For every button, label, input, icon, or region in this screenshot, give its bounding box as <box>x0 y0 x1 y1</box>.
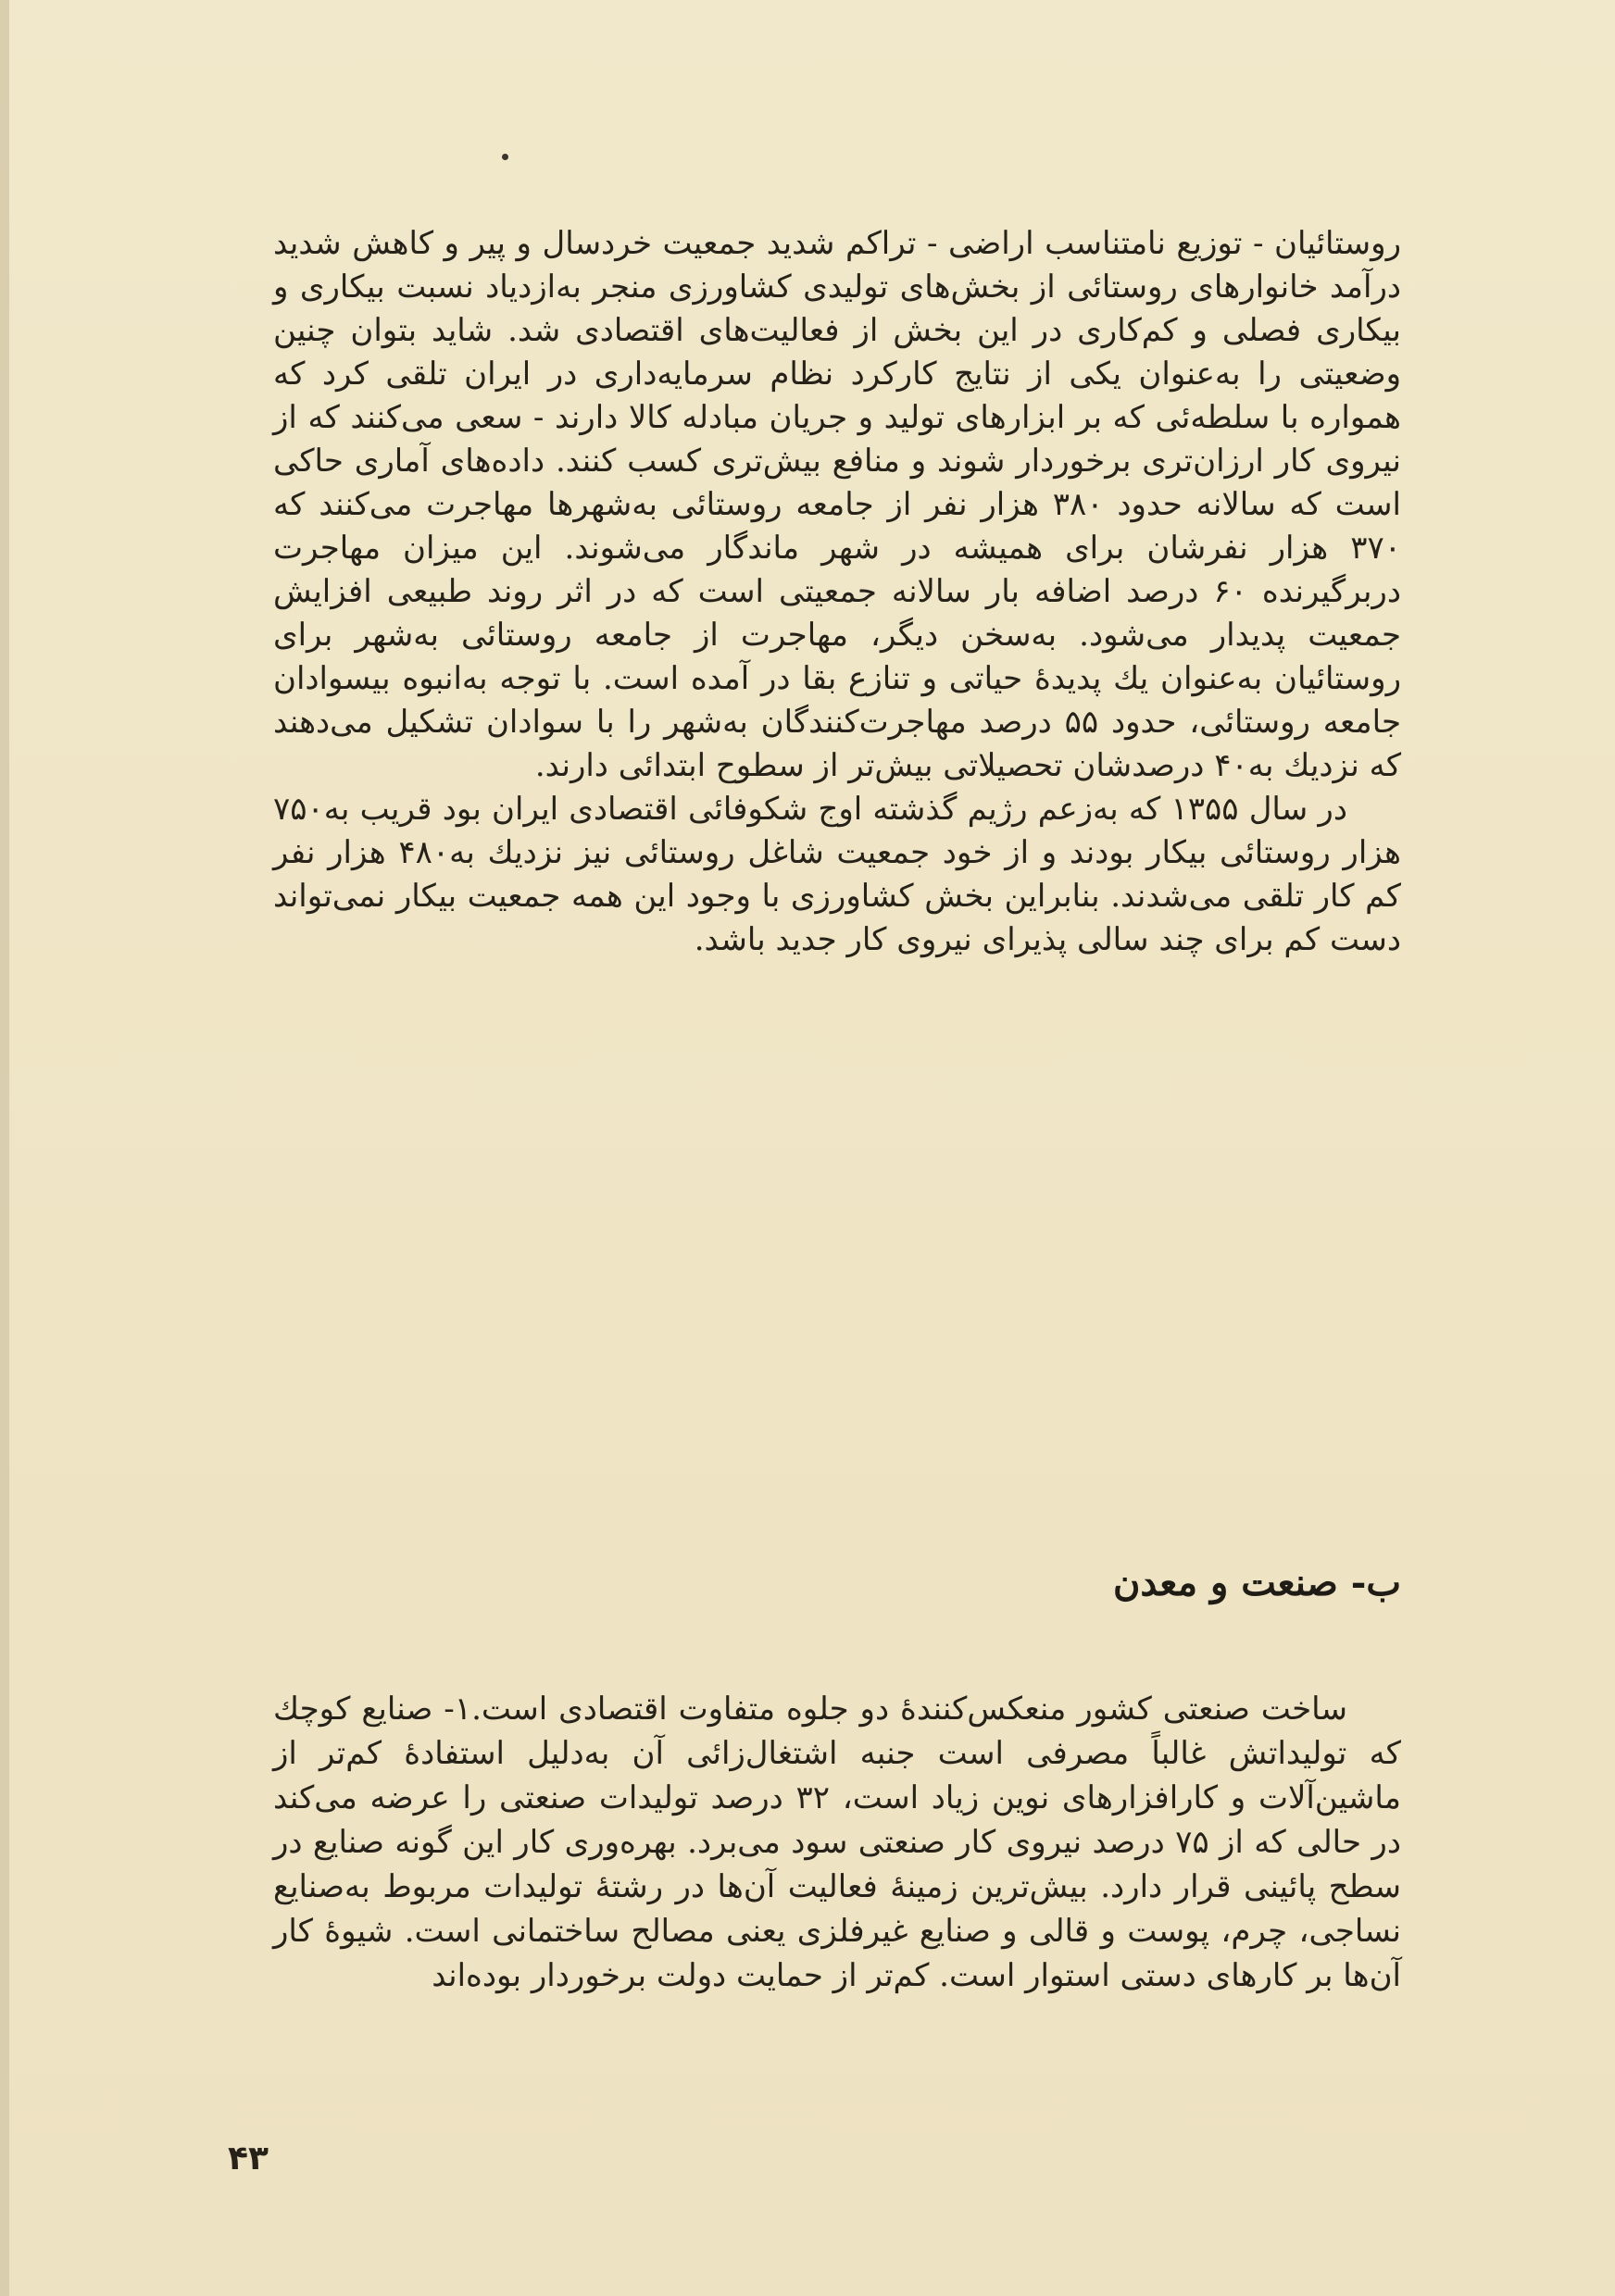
paragraph-industrial-structure: ساخت صنعتی کشور منعکس‌کنندهٔ دو جلوه متفاوت اقتصادی است.۱- صنایع کوچك که تولیداتش غالباً مصرفی است جنبه اشتغال‌زائی آن به‌دلیل استفادهٔ کم‌تر از ماشین‌آلات و کارافزارهای نوین زیاد است، ۳۲ درصد تولیدات صنعتی را عرضه می‌کند در حالی که از ۷۵ درصد نیروی کار صنعتی سود می‌برد. بهره‌وری کار این گونه صنایع در سطح پائینی قرار دارد. بیش‌ترین زمینهٔ فعالیت آن‌ها در رشتهٔ تولیدات مربوط به‌صنایع نساجی، چرم، پوست و قالی و صنایع غیرفلزی یعنی مصالح ساختمانی است. شیوهٔ کار آن‌ها بر کارهای دستی استوار است. کم‌تر از حمایت دولت برخوردار بوده‌اند <box>273 1691 1401 1994</box>
section-heading-industry-mining: ب- صنعت و معدن <box>1112 1561 1401 1604</box>
body-text-section-two <box>273 1687 1401 1998</box>
ink-dot <box>502 154 508 160</box>
page-edge <box>0 0 9 2296</box>
body-text-section-one <box>273 222 1401 962</box>
page-number: ۴۳ <box>228 2140 269 2177</box>
paragraph-rural-migration: روستائیان - توزیع نامتناسب اراضی - تراکم شدید جمعیت خردسال و پیر و کاهش شدید درآمد خانوارهای روستائی از بخش‌های تولیدی کشاورزی منجر به‌ازدیاد نسبت بیکاری و بیکاری فصلی و کم‌کاری در این بخش از فعالیت‌های اقتصادی شد. شاید بتوان چنین وضعیتی را به‌عنوان یکی از نتایج کارکرد نظام سرمایه‌داری در ایران تلقی کرد که همواره با سلطه‌ئی که بر ابزارهای تولید و جریان مبادله کالا دارند - سعی می‌کنند که از نیروی کار ارزان‌تری برخوردار شوند و منافع بیش‌تری کسب کنند. داده‌های آماری حاکی است که سالانه حدود ۳۸۰ هزار نفر از جامعه روستائی به‌شهرها مهاجرت می‌کنند که ۳۷۰ هزار نفرشان برای همیشه در شهر ماندگار می‌شوند. این میزان مهاجرت دربرگیرنده ۶۰ درصد اضافه بار سالانه جمعیتی است که در اثر روند طبیعی افزایش جمعیت پدیدار می‌شود. به‌سخن دیگر، مهاجرت از جامعه روستائی به‌شهر برای روستائیان به‌عنوان یك پدیدهٔ حیاتی و تنازع بقا در آمده است. با توجه به‌انبوه بیسوادان جامعه روستائی، حدود ۵۵ درصد مهاجرت‌کنندگان به‌شهر را با سوادان تشکیل می‌دهند که نزدیك به‌۴۰ درصدشان تحصیلاتی بیش‌تر از سطوح ابتدائی دارند. <box>273 225 1402 784</box>
paragraph-unemployment-1355: در سال ۱۳۵۵ که به‌زعم رژیم گذشته اوج شکوفائی اقتصادی ایران بود قریب به‌۷۵۰ هزار روستائی بیکار بودند و از خود جمعیت شاغل روستائی نیز نزدیك به‌۴۸۰ هزار نفر کم کار تلقی می‌شدند. بنابراین بخش کشاورزی با وجود این همه جمعیت بیکار نمی‌تواند دست کم برای چند سالی پذیرای نیروی کار جدید باشد. <box>273 791 1401 958</box>
